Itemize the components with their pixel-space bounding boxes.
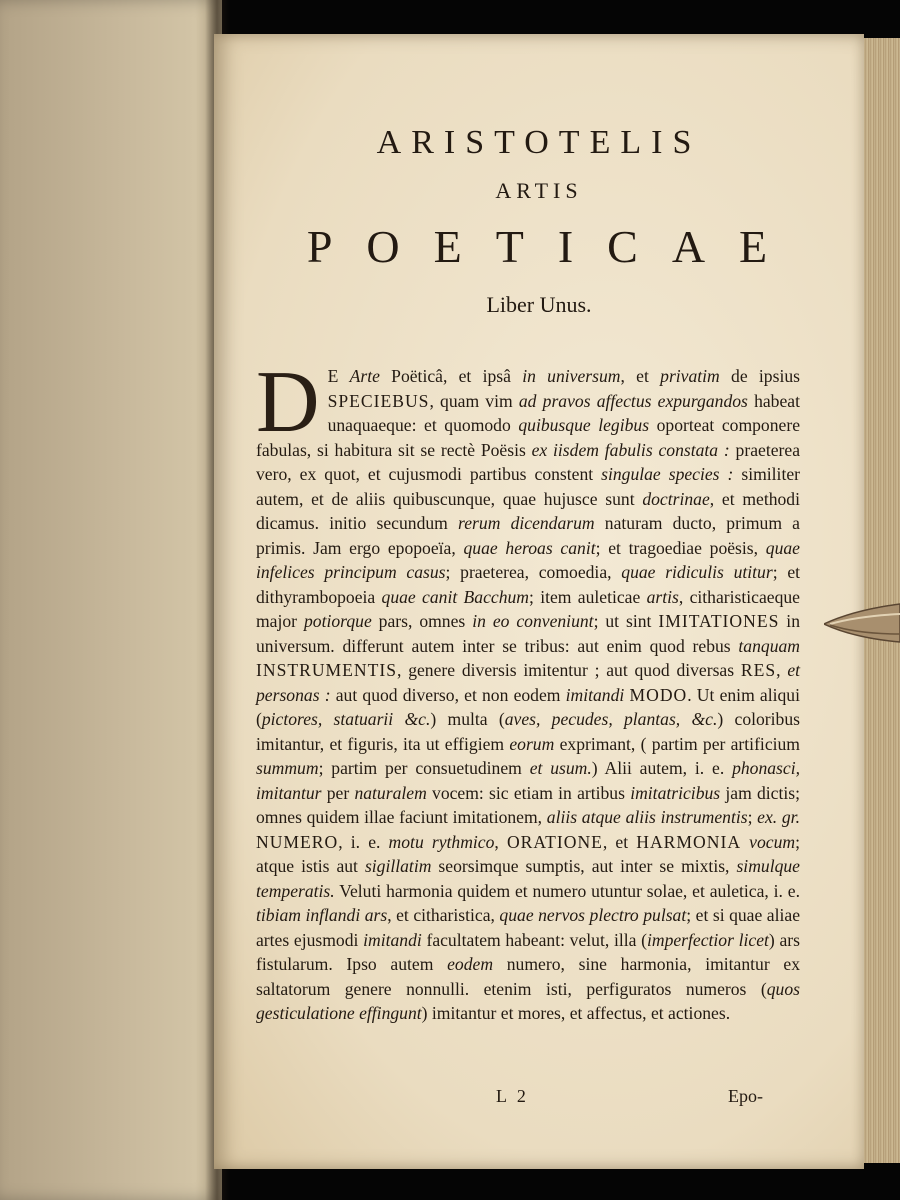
- text-segment: ) coloribus imitantur, et figuris, ita ut effigiem: [256, 709, 800, 754]
- text-segment: ; partim per consuetudinem: [318, 758, 530, 778]
- text-segment: ; atque istis aut: [256, 831, 800, 876]
- text-segment: quibusque legibus: [518, 415, 650, 435]
- text-segment: , i. e.: [338, 831, 389, 852]
- text-segment: vocem: sic etiam in artibus: [426, 782, 631, 803]
- text-segment: Arte: [349, 366, 380, 386]
- text-segment: , et methodi dicamus. initio secundum: [256, 488, 800, 533]
- text-segment: phonasci, imitantur: [256, 758, 800, 803]
- text-segment: , et citharistica,: [387, 905, 500, 925]
- text-segment: potiorque: [303, 611, 372, 631]
- text-segment: , quam vim: [429, 390, 519, 411]
- text-segment: imitandi: [363, 929, 422, 950]
- text-segment: ,: [494, 831, 507, 852]
- text-segment: ; item auleticae: [529, 586, 647, 607]
- text-segment: aliis atque aliis instrumentis: [546, 807, 748, 827]
- text-segment: [741, 832, 749, 852]
- text-segment: motu rythmico: [388, 831, 495, 852]
- text-segment: aves, pecudes, plantas, &c.: [504, 709, 718, 729]
- right-page: [214, 34, 864, 1169]
- text-segment: SPECIEBUS: [327, 390, 430, 411]
- text-segment: ) imitantur et mores, et affectus, et actiones.: [421, 1003, 731, 1023]
- text-segment: summum: [256, 758, 319, 778]
- title-aristotelis: ARISTOTELIS: [376, 124, 702, 161]
- text-segment: privatim: [660, 366, 720, 386]
- text-segment: Poëticâ, et ipsâ: [379, 366, 523, 386]
- text-segment: ; et tragoediae poësis,: [595, 537, 766, 558]
- text-segment: de ipsius: [719, 366, 800, 386]
- text-segment: exprimant, ( partim per artificium: [554, 733, 800, 754]
- text-segment: et usum.: [529, 758, 592, 778]
- text-segment: in universum. differunt autem inter se tribus: aut enim quod rebus: [256, 611, 800, 656]
- text-segment: similiter autem, et de aliis quibuscunque, quae hujusce sunt: [256, 464, 800, 509]
- text-segment: pars, omnes: [371, 611, 473, 631]
- text-segment: tanquam: [738, 635, 800, 656]
- text-segment: , citharisticaeque major: [256, 586, 800, 631]
- text-segment: vocum: [749, 831, 796, 852]
- text-segment: numero, sine harmonia, imitantur ex saltatorum genere nonnulli. etenim isti, perfiguratos numeros (: [256, 954, 800, 999]
- subtitle: Liber Unus.: [486, 292, 592, 317]
- text-segment: RES: [740, 660, 777, 680]
- page-edges: [858, 38, 900, 1163]
- text-segment: ;: [747, 807, 758, 827]
- text-segment: facultatem habeant: velut, illa (: [421, 929, 647, 950]
- catchword: Epo-: [728, 1086, 763, 1106]
- text-segment: naturam ducto, primum a primis. Jam ergo epopoeïa,: [256, 513, 800, 558]
- text-segment: E: [327, 366, 350, 386]
- title-poeticae: POETICAE: [306, 221, 802, 272]
- text-segment: quae infelices principum casus: [256, 537, 800, 582]
- text-segment: et personas :: [256, 660, 801, 705]
- text-segment: , et: [620, 366, 661, 386]
- text-segment: MODO: [629, 684, 688, 705]
- title-artis: ARTIS: [495, 178, 583, 203]
- text-segment: ad pravos affectus expurgandos: [518, 390, 748, 411]
- text-segment: ; et si quae aliae artes ejusmodi: [256, 905, 801, 950]
- text-segment: simulque temperatis.: [256, 856, 800, 901]
- text-segment: sigillatim: [364, 856, 432, 876]
- text-segment: oporteat componere fabulas, si habitura sit se rectè Poësis: [256, 415, 800, 460]
- drop-cap: D: [256, 354, 320, 451]
- text-segment: in universum: [522, 366, 621, 386]
- text-segment: in eo conveniunt: [472, 611, 594, 631]
- signature-mark: L 2: [496, 1086, 529, 1106]
- text-segment: artis: [646, 586, 679, 607]
- text-segment: habeat unaquaeque: et quomodo: [327, 390, 800, 435]
- text-segment: ) multa (: [430, 709, 505, 729]
- text-segment: , et: [602, 831, 637, 852]
- text-segment: eodem: [447, 954, 494, 974]
- text-segment: praeterea vero, ex quot, et cujusmodi partibus constent: [256, 439, 800, 484]
- text-segment: imitandi: [565, 684, 625, 705]
- text-segment: pictores, statuarii &c.: [261, 709, 431, 729]
- text-segment: ) Alii autem, i. e.: [591, 758, 733, 778]
- text-segment: imperfectior licet: [646, 929, 769, 950]
- text-segment: ,: [776, 660, 788, 680]
- text-segment: rerum dicendarum: [458, 513, 595, 533]
- bookmark-pin-icon: [824, 602, 900, 646]
- text-segment: Veluti harmonia quidem et numero utuntur solae, et auletica, i. e.: [334, 880, 800, 901]
- text-segment: naturalem: [354, 782, 427, 803]
- text-segment: quae heroas canit: [463, 537, 596, 558]
- text-segment: seorsimque sumptis, aut inter se mixtis,: [431, 856, 737, 876]
- text-segment: INSTRUMENTIS: [256, 660, 398, 680]
- text-segment: doctrinae: [642, 488, 710, 509]
- text-segment: , genere diversis imitentur ; aut quod diversas: [397, 660, 741, 680]
- text-segment: quae ridiculis utitur: [621, 562, 773, 582]
- text-segment: imitatricibus: [630, 782, 721, 803]
- text-segment: ex. gr.: [757, 807, 800, 827]
- text-segment: ORATIONE: [506, 831, 603, 852]
- text-segment: jam dictis; omnes quidem illae faciunt imitationem,: [256, 782, 801, 827]
- text-segment: ; et dithyrambopoeia: [256, 562, 801, 607]
- text-segment: NUMERO: [256, 831, 339, 852]
- text-segment: quos gesticulatione effingunt: [256, 978, 800, 1023]
- text-segment: ; ut sint: [593, 611, 659, 631]
- text-segment: quae nervos plectro pulsat: [499, 905, 687, 925]
- text-segment: quae canit Bacchum: [381, 586, 529, 607]
- text-segment: HARMONIA: [636, 831, 742, 852]
- left-page: [0, 0, 222, 1200]
- text-segment: per: [321, 782, 355, 803]
- text-segment: aut quod diverso, et non eodem: [330, 684, 566, 705]
- text-segment: ) ars fistularum. Ipso autem: [256, 929, 800, 974]
- text-segment: IMITATIONES: [658, 611, 780, 631]
- text-segment: ; praeterea, comoedia,: [445, 562, 622, 582]
- text-segment: tibiam inflandi ars: [256, 905, 388, 925]
- text-segment: eorum: [509, 733, 555, 754]
- text-segment: singulae species :: [601, 464, 734, 484]
- body-paragraph: [256, 354, 801, 1026]
- text-segment: ex iisdem fabulis constata :: [531, 439, 730, 460]
- text-segment: . Ut enim aliqui (: [256, 684, 800, 729]
